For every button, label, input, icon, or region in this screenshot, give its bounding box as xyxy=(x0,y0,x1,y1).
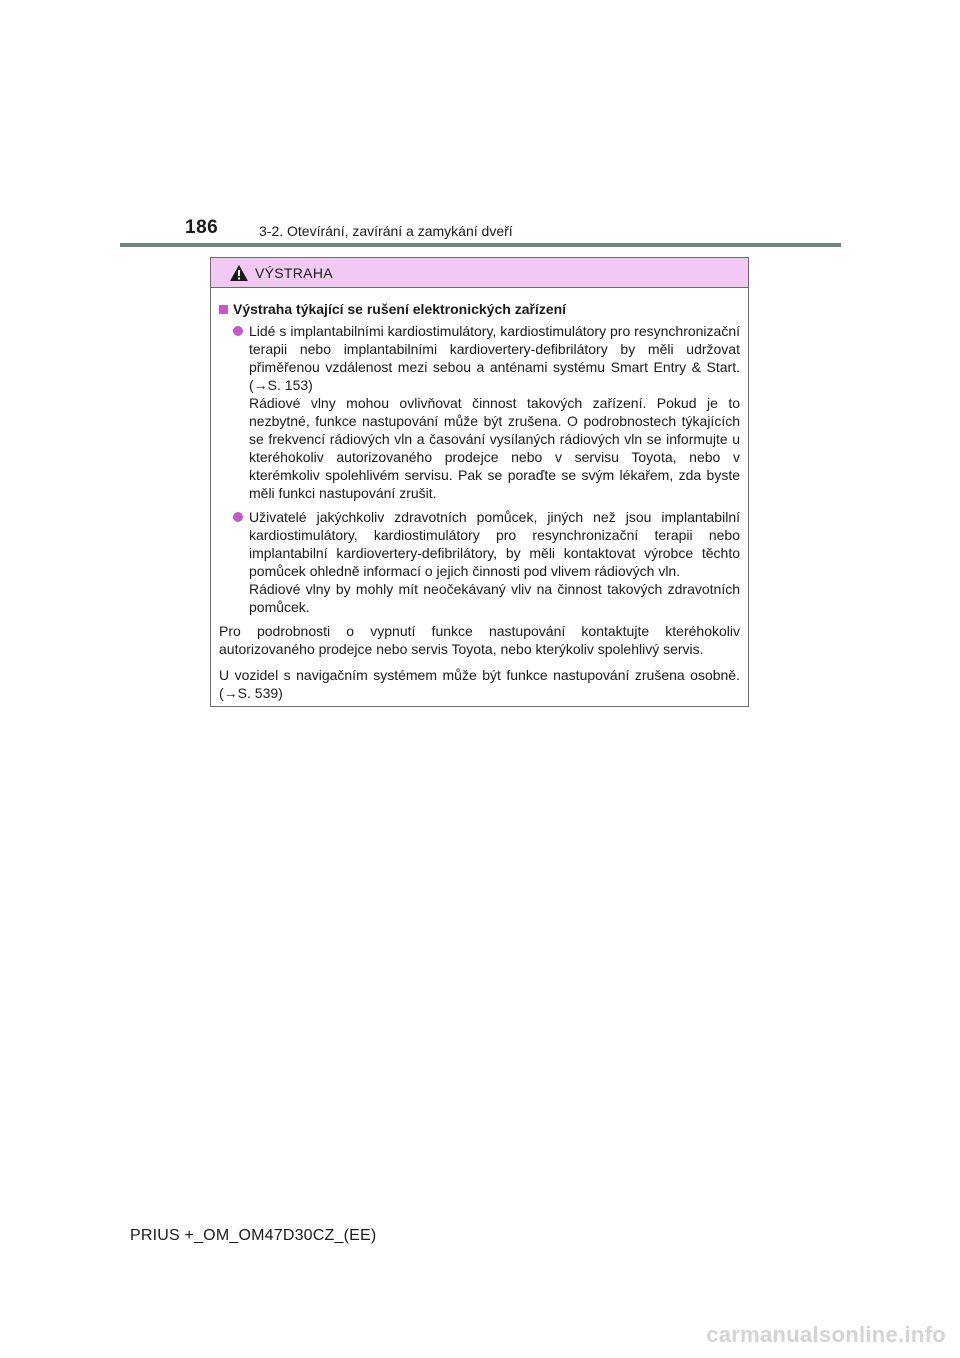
list-item-text xyxy=(249,508,740,616)
bullet-paragraph: Uživatelé jakýchkoliv zdravotních pomůcek, jiných než jsou implantabilní kardiostimulátory, kardiostimulátory pro resynchronizační terapii nebo implantabilní kardiovertery-defibrilátory, by měli kontaktovat výrobce těchto pomůcek ohledně informací o jejich činnosti pod vlivem rádiových vln. xyxy=(249,509,740,579)
warning-paragraph: Pro podrobnosti o vypnutí funkce nastupování kontaktujte kteréhokoliv autorizovaného prodejce nebo servis Toyota, nebo kterýkoliv spolehlivý servis. xyxy=(219,623,740,657)
bullet-paragraph: Rádiové vlny by mohly mít neočekávaný vliv na činnost takových zdravotních pomůcek. xyxy=(249,581,740,615)
warning-subheading xyxy=(219,300,740,318)
warning-body xyxy=(211,288,748,702)
bullet-paragraph: Lidé s implantabilními kardiostimulátory, kardiostimulátory pro resynchronizační terapii nebo implantabilními kardiovertery-defibrilátory by měli udržovat přiměřenou vzdálenost mezi sebou a anténami systému Smart Entry & Start. (→S. 153) xyxy=(249,323,740,393)
list-item xyxy=(219,322,740,502)
warning-header xyxy=(211,258,748,288)
square-bullet-icon xyxy=(219,305,228,314)
page-number: 186 xyxy=(185,217,219,238)
bullet-paragraph: Rádiové vlny mohou ovlivňovat činnost takových zařízení. Pokud je to nezbytné, funkce nastupování může být zrušena. O podrobnostech týkajících se frekvencí rádiových vln a časování vysílaných rádiových vln se informujte u kteréhokoliv autorizovaného prodejce nebo v servisu Toyota, nebo v kterémkoliv spolehlivém servisu. Pak se poraďte se svým lékařem, zda byste měli funkci nastupování zrušit. xyxy=(249,395,740,501)
warning-box xyxy=(210,257,749,707)
document-code: PRIUS +_OM_OM47D30CZ_(EE) xyxy=(130,1227,377,1244)
warning-subheading-text: Výstraha týkající se rušení elektronických zařízení xyxy=(233,301,567,317)
warning-title: VÝSTRAHA xyxy=(255,264,333,281)
list-item-text xyxy=(249,322,740,502)
circle-bullet-icon xyxy=(233,326,243,336)
section-title: 3-2. Otevírání, zavírání a zamykání dveří xyxy=(259,223,513,239)
watermark: carmanualsonline.info xyxy=(706,1322,946,1347)
list-item xyxy=(219,508,740,616)
circle-bullet-icon xyxy=(233,512,243,522)
header-rule xyxy=(120,243,841,247)
warning-paragraph: U vozidel s navigačním systémem může být funkce nastupování zrušena osobně. (→S. 539) xyxy=(219,667,740,701)
warning-triangle-icon xyxy=(229,264,249,282)
